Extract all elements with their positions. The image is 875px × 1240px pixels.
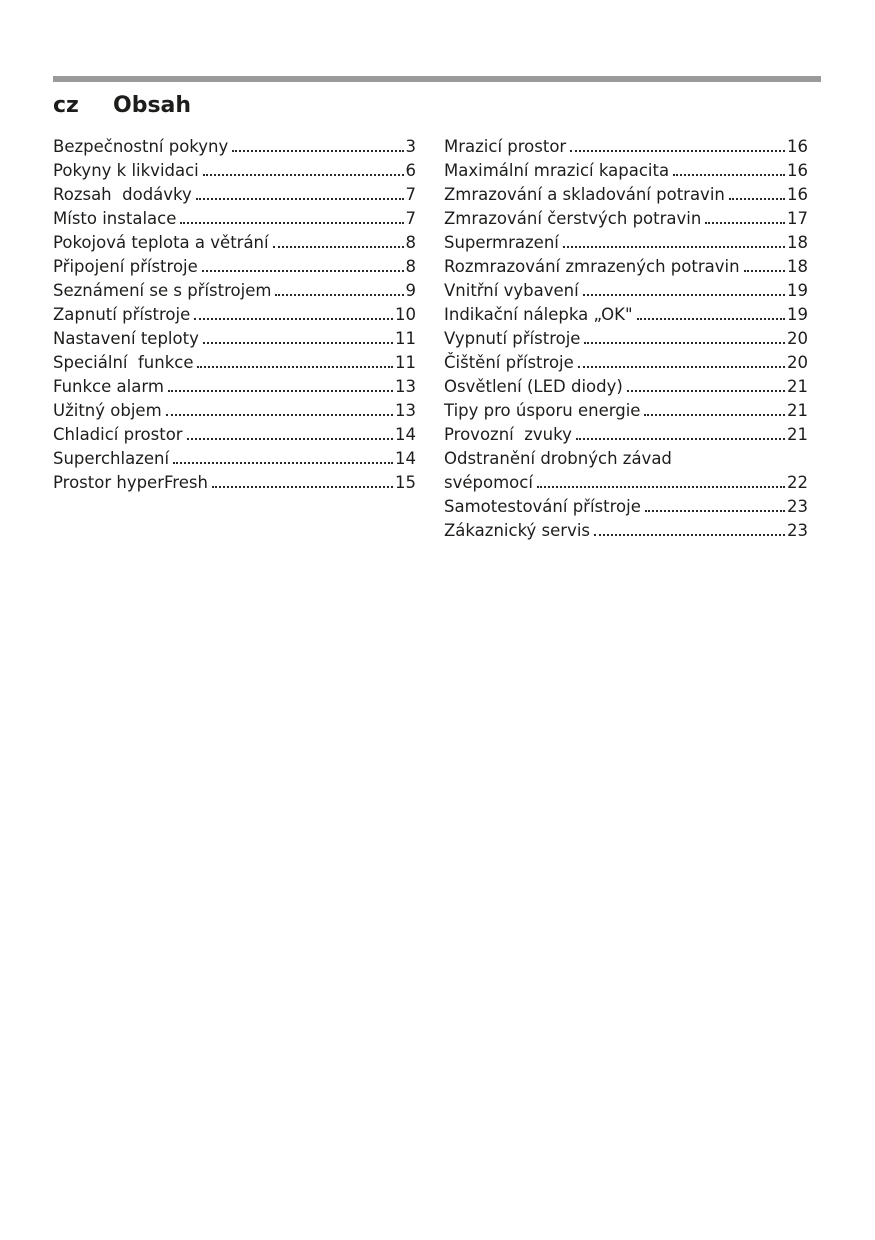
toc-item[interactable]	[53, 159, 416, 183]
toc-item[interactable]	[444, 183, 808, 207]
toc-item[interactable]	[53, 399, 416, 423]
toc-item-label: Zmrazování a skladování potravin	[444, 185, 725, 204]
toc-item-label: Speciální funkce	[53, 353, 194, 372]
toc-item[interactable]	[53, 375, 416, 399]
toc-item[interactable]	[444, 519, 808, 543]
toc-item-page: 16	[787, 137, 808, 156]
toc-item-page: 19	[787, 281, 808, 300]
language-code: cz	[53, 93, 79, 118]
toc-item[interactable]	[444, 135, 808, 159]
toc-item-page: 19	[787, 305, 808, 324]
toc-item-label: Chladicí prostor	[53, 425, 183, 444]
toc-leader	[584, 342, 785, 344]
toc-item-label: Tipy pro úsporu energie	[444, 401, 641, 420]
toc-item-page: 14	[395, 449, 416, 468]
toc-item[interactable]	[444, 375, 808, 399]
toc-leader	[637, 318, 785, 320]
toc-leader	[203, 174, 404, 176]
toc-item[interactable]	[444, 231, 808, 255]
toc-item-page: 21	[787, 401, 808, 420]
toc-item-label: Osvětlení (LED diody)	[444, 377, 623, 396]
toc-leader	[173, 462, 393, 464]
toc-leader	[197, 366, 393, 368]
toc-item-page: 20	[787, 353, 808, 372]
toc-leader	[232, 150, 403, 152]
toc-item-page: 15	[395, 473, 416, 492]
toc-item-page: 8	[405, 257, 416, 276]
toc-item-page: 16	[787, 161, 808, 180]
toc-item-label: Supermrazení	[444, 233, 559, 252]
page-title: Obsah	[113, 93, 192, 118]
toc-leader	[168, 390, 393, 392]
toc-item[interactable]	[53, 351, 416, 375]
toc-leader	[196, 198, 404, 200]
toc-item[interactable]	[53, 447, 416, 471]
toc-leader	[645, 510, 785, 512]
toc-item-page: 17	[787, 209, 808, 228]
page-heading	[53, 90, 191, 122]
toc-item-label: Bezpečnostní pokyny	[53, 137, 229, 156]
toc-leader	[273, 246, 404, 248]
toc-item-page: 21	[787, 425, 808, 444]
toc-item-page: 23	[787, 497, 808, 516]
toc-leader	[576, 438, 785, 440]
toc-leader	[744, 270, 785, 272]
toc-item[interactable]	[444, 447, 808, 471]
toc-leader	[644, 414, 785, 416]
toc-item-label: Maximální mrazicí kapacita	[444, 161, 670, 180]
toc-item[interactable]	[444, 255, 808, 279]
toc-item-label: Zmrazování čerstvých potravin	[444, 209, 702, 228]
toc-item[interactable]	[444, 303, 808, 327]
toc-item[interactable]	[53, 183, 416, 207]
toc-leader	[187, 438, 393, 440]
toc-item-page: 14	[395, 425, 416, 444]
toc-item-label: Samotestování přístroje	[444, 497, 641, 516]
toc-leader	[180, 222, 403, 224]
toc-item-label: Zákaznický servis	[444, 521, 591, 540]
toc-item-label: Superchlazení	[53, 449, 170, 468]
toc-item-page: 20	[787, 329, 808, 348]
toc-item-page: 13	[395, 401, 416, 420]
toc-item-label: Zapnutí přístroje	[53, 305, 191, 324]
toc-item-label: Vnitřní vybavení	[444, 281, 579, 300]
toc-item-page: 7	[405, 209, 416, 228]
toc-item-label: Mrazicí prostor	[444, 137, 567, 156]
toc-item-page: 23	[787, 521, 808, 540]
toc-item-label: Nastavení teploty	[53, 329, 199, 348]
toc-item-page: 8	[405, 233, 416, 252]
toc-item[interactable]	[53, 423, 416, 447]
toc-item-page: 11	[395, 329, 416, 348]
toc-leader	[583, 294, 785, 296]
toc-item-page: 10	[395, 305, 416, 324]
toc-item-label: Vypnutí přístroje	[444, 329, 581, 348]
toc-leader	[563, 246, 785, 248]
toc-leader	[537, 486, 785, 488]
toc-leader	[202, 270, 404, 272]
toc-item[interactable]	[53, 135, 416, 159]
toc-leader	[673, 174, 785, 176]
toc-item-label: svépomocí	[444, 473, 533, 492]
toc-leader	[627, 390, 785, 392]
toc-item-page: 9	[405, 281, 416, 300]
toc-left-column	[53, 135, 416, 495]
toc-item-label: Čištění přístroje	[444, 353, 574, 372]
toc-leader	[194, 318, 393, 320]
toc-item[interactable]	[444, 495, 808, 519]
toc-item-label: Provozní zvuky	[444, 425, 572, 444]
toc-item[interactable]	[444, 279, 808, 303]
toc-item[interactable]	[53, 327, 416, 351]
toc-item-label: Funkce alarm	[53, 377, 164, 396]
toc-item-page: 21	[787, 377, 808, 396]
toc-item-label: Prostor hyperFresh	[53, 473, 208, 492]
toc-item[interactable]	[444, 471, 808, 495]
toc-item-page: 18	[787, 233, 808, 252]
toc-item-label: Místo instalace	[53, 209, 177, 228]
toc-item-label: Rozsah dodávky	[53, 185, 192, 204]
toc-right-column	[444, 135, 808, 543]
toc-leader	[705, 222, 785, 224]
toc-leader	[729, 198, 785, 200]
toc-item[interactable]	[53, 471, 416, 495]
toc-item-page: 6	[405, 161, 416, 180]
toc-item-label: Připojení přístroje	[53, 257, 198, 276]
toc-leader	[166, 414, 393, 416]
toc-item-page: 22	[787, 473, 808, 492]
toc-item-label: Odstranění drobných závad	[444, 449, 672, 468]
toc-leader	[594, 534, 785, 536]
toc-leader	[203, 342, 393, 344]
toc-item[interactable]	[53, 303, 416, 327]
toc-item[interactable]	[444, 327, 808, 351]
toc-item[interactable]	[444, 207, 808, 231]
toc-leader	[212, 486, 393, 488]
toc-leader	[275, 294, 403, 296]
toc-item[interactable]	[53, 255, 416, 279]
toc-item-page: 11	[395, 353, 416, 372]
toc-item-label: Pokojová teplota a větrání	[53, 233, 269, 252]
toc-item-label: Rozmrazování zmrazených potravin	[444, 257, 740, 276]
toc-item-page: 3	[405, 137, 416, 156]
toc-item[interactable]	[53, 207, 416, 231]
toc-item[interactable]	[53, 231, 416, 255]
toc-item[interactable]	[444, 423, 808, 447]
toc-leader	[570, 150, 785, 152]
toc-item-page: 7	[405, 185, 416, 204]
toc-item[interactable]	[444, 351, 808, 375]
toc-item-page: 18	[787, 257, 808, 276]
toc-item-label: Indikační nálepka „OK"	[444, 305, 633, 324]
top-rule	[53, 76, 821, 82]
toc-item-label: Pokyny k likvidaci	[53, 161, 199, 180]
toc-item[interactable]	[444, 399, 808, 423]
toc-item-page: 16	[787, 185, 808, 204]
toc-leader	[578, 366, 785, 368]
toc-item-page: 13	[395, 377, 416, 396]
toc-item-label: Užitný objem	[53, 401, 162, 420]
toc-item[interactable]	[444, 159, 808, 183]
toc-item-label: Seznámení se s přístrojem	[53, 281, 272, 300]
toc-item[interactable]	[53, 279, 416, 303]
